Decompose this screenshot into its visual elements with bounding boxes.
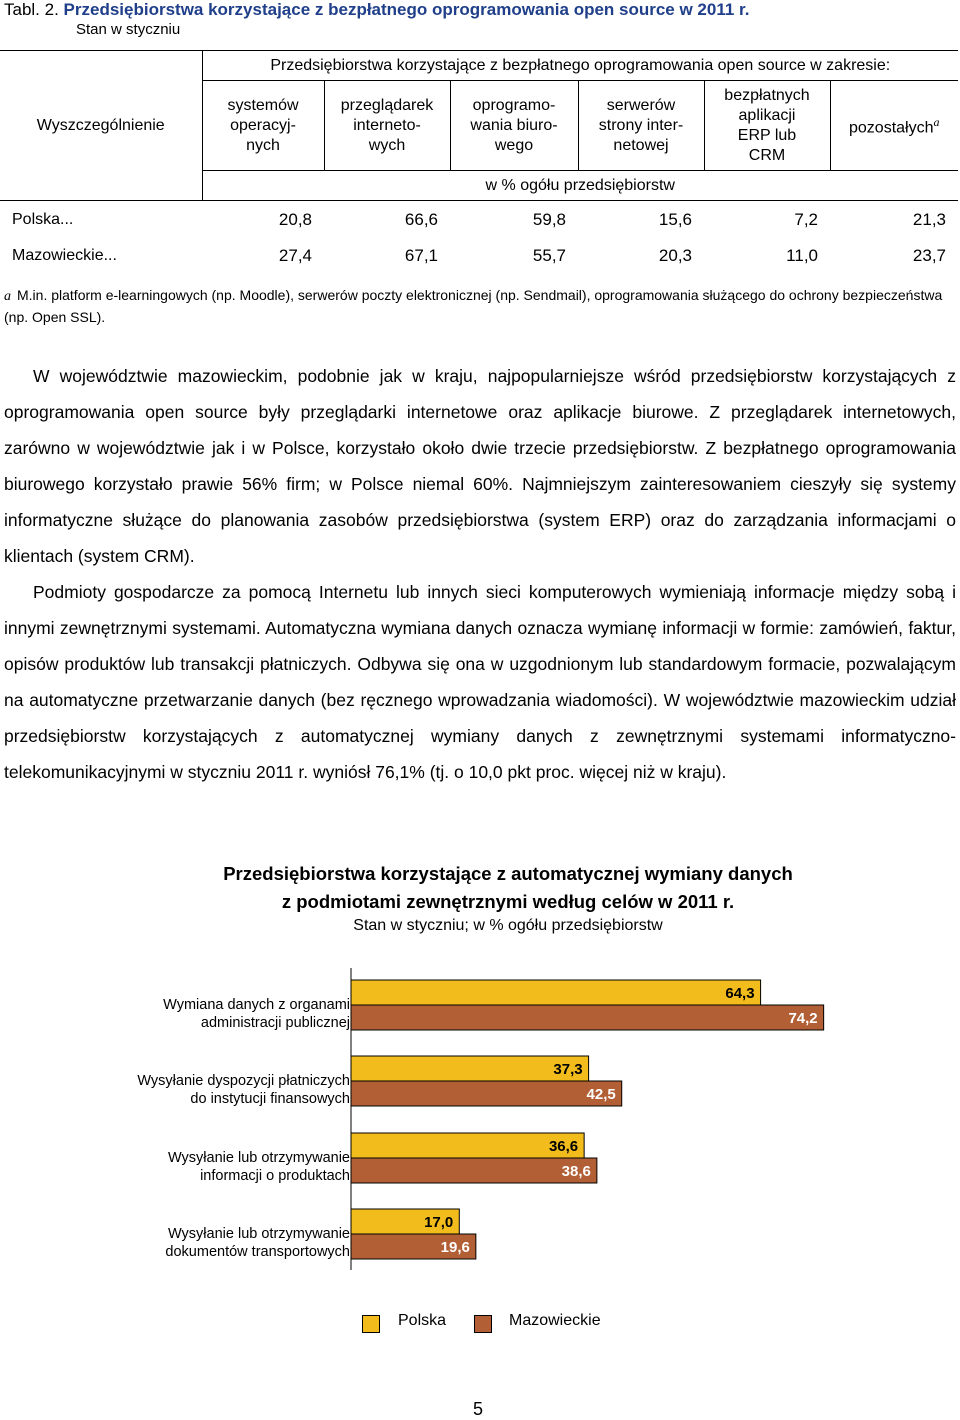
- legend-label-mazowieckie: Mazowieckie: [509, 1312, 601, 1329]
- table-cell: 23,7: [912, 245, 946, 265]
- table-cell: 21,3: [830, 201, 958, 239]
- table-number: Tabl. 2.: [4, 0, 59, 19]
- unit-header: w % ogółu przedsiębiorstw: [202, 171, 958, 201]
- table-cell: 59,8: [450, 201, 578, 239]
- category-label: Wymiana danych z organami administracji publicznej: [163, 997, 350, 1031]
- col-header-office: oprogramo- wania biuro- wego: [450, 81, 578, 171]
- bar-value-label: 74,2: [788, 1010, 818, 1027]
- group-header: Przedsiębiorstwa korzystające z bezpłatnego oprogramowania open source w zakresie:: [202, 51, 958, 81]
- page-number: 5: [473, 1399, 484, 1419]
- table-cell: 20,3: [658, 245, 692, 265]
- bar-mazowieckie: [351, 1158, 597, 1183]
- table-cell: 7,2: [704, 201, 830, 239]
- table-cell: 67,1: [404, 245, 438, 265]
- legend-swatch-polska: [362, 1315, 380, 1333]
- legend-swatch-mazowieckie: [474, 1315, 492, 1333]
- paragraph-1: W województwie mazowieckim, podobnie jak w kraju, najpopularniejsze wśród przedsiębiorstw korzystających z oprogramowania open source były przeglądarki internetowe oraz aplikacje biurowe. Z przeglądarek internetowych, zarówno w województwie jak i w Polsce, korzystało około dwie trzecie przedsiębiorstw. Z bezpłatnego oprogramowania biurowego korzystało prawie 56% firm; w Polsce niemal 60%. Najmniejszym zainteresowaniem cieszyły się systemy informatyczne służące do planowania zasobów przedsiębiorstwa (system ERP) oraz do zarządzania informacjami o klientach (system CRM).: [4, 366, 956, 566]
- table-cell: 66,6: [324, 201, 450, 239]
- bar-value-label: 17,0: [424, 1214, 454, 1231]
- bar-value-label: 64,3: [725, 985, 755, 1002]
- bar-polska: [351, 980, 761, 1005]
- row-label-mazowieckie: Mazowieckie...: [12, 246, 117, 264]
- row-label-polska: Polska...: [0, 201, 202, 239]
- col-header-browsers: przeglądarek interneto- wych: [324, 81, 450, 171]
- table-cell: 20,8: [202, 201, 324, 239]
- legend-label-polska: Polska: [398, 1312, 447, 1329]
- category-label: Wysyłanie dyspozycji płatniczych do instytucji finansowych: [137, 1073, 350, 1107]
- footnote-mark: a: [4, 289, 11, 304]
- bar-mazowieckie: [351, 1005, 824, 1030]
- table-subtitle: Stan w styczniu: [76, 21, 181, 38]
- chart-title: Przedsiębiorstwa korzystające z automatycznej wymiany danych z podmiotami zewnętrznymi według celów w 2011 r.: [223, 863, 793, 912]
- bar-mazowieckie: [351, 1081, 622, 1106]
- table-cell: 27,4: [278, 245, 312, 265]
- col-header-other: pozostałych$^a$: [830, 81, 958, 171]
- bar-value-label: 37,3: [553, 1061, 583, 1078]
- table-cell: 15,6: [578, 201, 704, 239]
- col-header-erp-crm: bezpłatnych aplikacji ERP lub CRM: [704, 81, 830, 171]
- table-cell: 55,7: [532, 245, 566, 265]
- col-header-systems: systemów operacyj- nych: [202, 81, 324, 171]
- table-title-text: Przedsiębiorstwa korzystające z bezpłatnego oprogramowania open source w 2011 r.: [63, 0, 750, 19]
- paragraph-2: Podmioty gospodarcze za pomocą Internetu lub innych sieci komputerowych wymieniają informacje między sobą i innymi zewnętrznymi systemami. Automatyczna wymiana danych oznacza wymianę informacji w formie: zamówień, faktur, opisów produktów lub transakcji płatniczych. Odbywa się ona w uzgodnionym lub standardowym formacie, pozwalającym na automatyczne przetwarzanie danych (bez ręcznego wprowadzania wiadomości). W województwie mazowieckim udział przedsiębiorstw korzystających z automatycznej wymiany danych z zewnętrznymi systemami informatyczno-telekomunikacyjnymi w styczniu 2011 r. wyniósł 76,1% (tj. o 10,0 pkt proc. więcej niż w kraju).: [4, 582, 956, 782]
- category-label: Wysyłanie lub otrzymywanie informacji o produktach: [168, 1150, 350, 1184]
- bar-value-label: 19,6: [440, 1239, 470, 1256]
- row-header: Wyszczególnienie: [0, 51, 202, 201]
- bar-value-label: 42,5: [586, 1086, 616, 1103]
- bar-value-label: 38,6: [561, 1163, 591, 1180]
- footnote-text: M.in. platform e-learningowych (np. Moodle), serwerów poczty elektronicznej (np. Sendmail), oprogramowania służącego do ochrony bezpieczeństwa (np. Open SSL).: [4, 287, 943, 325]
- table-cell: 11,0: [786, 245, 818, 265]
- footnote-marker: a: [933, 115, 940, 130]
- col-header-servers: serwerów strony inter- netowej: [578, 81, 704, 171]
- chart-subtitle: Stan w styczniu; w % ogółu przedsiębiorstw: [353, 917, 663, 934]
- category-label: Wysyłanie lub otrzymywanie dokumentów transportowych: [165, 1226, 350, 1260]
- bar-value-label: 36,6: [548, 1138, 579, 1155]
